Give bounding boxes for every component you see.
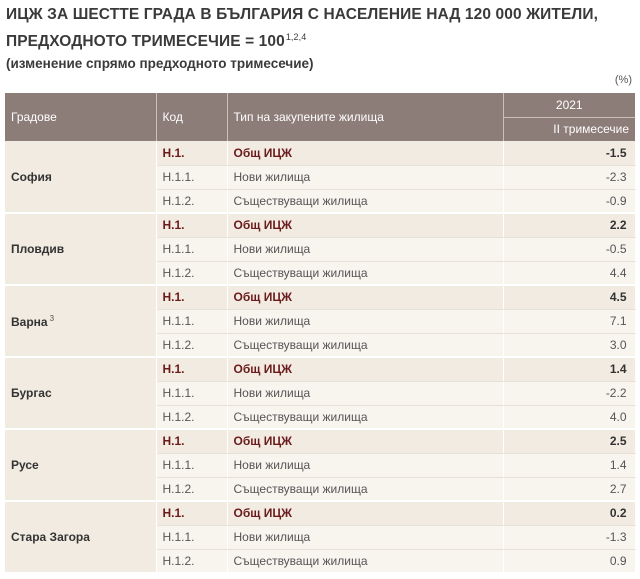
type-cell: Нови жилища xyxy=(227,525,503,549)
type-cell: Нови жилища xyxy=(227,237,503,261)
code-cell: Н.1.2. xyxy=(156,549,227,573)
code-cell: Н.1.1. xyxy=(156,309,227,333)
table-body xyxy=(5,141,635,573)
header-code: Код xyxy=(156,93,227,141)
city-cell xyxy=(5,501,156,573)
value-cell: 7.1 xyxy=(503,309,635,333)
value-cell: 4.4 xyxy=(503,261,635,285)
type-cell: Общ ИЦЖ xyxy=(227,141,503,165)
code-cell: Н.1.2. xyxy=(156,405,227,429)
code-cell: Н.1.2. xyxy=(156,477,227,501)
type-cell: Съществуващи жилища xyxy=(227,189,503,213)
value-cell: 0.9 xyxy=(503,549,635,573)
type-cell: Нови жилища xyxy=(227,453,503,477)
type-cell: Съществуващи жилища xyxy=(227,405,503,429)
type-cell: Общ ИЦЖ xyxy=(227,501,503,525)
city-cell xyxy=(5,141,156,213)
code-cell: Н.1.1. xyxy=(156,381,227,405)
code-cell: Н.1.1. xyxy=(156,525,227,549)
table-row xyxy=(5,285,635,309)
type-cell: Общ ИЦЖ xyxy=(227,213,503,237)
type-cell: Нови жилища xyxy=(227,165,503,189)
unit-label: (%) xyxy=(614,74,632,86)
city-name: София xyxy=(11,169,52,184)
city-name: Русе xyxy=(11,458,39,472)
code-cell: Н.1. xyxy=(156,357,227,381)
value-cell: 1.4 xyxy=(503,357,635,381)
value-cell: -2.3 xyxy=(503,165,635,189)
table-row xyxy=(5,213,635,237)
page-title xyxy=(6,4,634,26)
header-type: Тип на закупените жилища xyxy=(227,93,503,141)
value-cell: 4.0 xyxy=(503,405,635,429)
header-city: Градове xyxy=(5,93,156,141)
page-subtitle: (изменение спрямо предходното тримесечие) xyxy=(6,56,314,71)
city-cell xyxy=(5,357,156,429)
value-cell: 3.0 xyxy=(503,333,635,357)
value-cell: 2.5 xyxy=(503,429,635,453)
code-cell: Н.1.1. xyxy=(156,165,227,189)
type-cell: Общ ИЦЖ xyxy=(227,357,503,381)
code-cell: Н.1. xyxy=(156,141,227,165)
type-cell: Съществуващи жилища xyxy=(227,333,503,357)
type-cell: Общ ИЦЖ xyxy=(227,429,503,453)
code-cell: Н.1.2. xyxy=(156,261,227,285)
city-cell xyxy=(5,213,156,285)
value-cell: 2.2 xyxy=(503,213,635,237)
type-cell: Съществуващи жилища xyxy=(227,261,503,285)
code-cell: Н.1.2. xyxy=(156,189,227,213)
title-footnote-refs: 1,2,4 xyxy=(285,32,307,42)
city-name: Пловдив xyxy=(11,242,65,256)
city-cell xyxy=(5,429,156,501)
value-cell: 2.7 xyxy=(503,477,635,501)
type-cell: Общ ИЦЖ xyxy=(227,285,503,309)
value-cell: 1.4 xyxy=(503,453,635,477)
table-header xyxy=(5,93,635,141)
value-cell: -0.5 xyxy=(503,237,635,261)
value-cell: -0.9 xyxy=(503,189,635,213)
city-cell xyxy=(5,285,156,357)
title-block xyxy=(6,4,634,74)
table-row xyxy=(5,141,635,165)
city-name: Бургас xyxy=(11,386,52,400)
code-cell: Н.1. xyxy=(156,213,227,237)
city-name: Варна xyxy=(11,314,48,329)
code-cell: Н.1. xyxy=(156,429,227,453)
hpi-table xyxy=(5,93,636,574)
code-cell: Н.1. xyxy=(156,501,227,525)
value-cell: -1.3 xyxy=(503,525,635,549)
type-cell: Нови жилища xyxy=(227,309,503,333)
value-cell: -2.2 xyxy=(503,381,635,405)
value-cell: -1.5 xyxy=(503,141,635,165)
type-cell: Съществуващи жилища xyxy=(227,549,503,573)
city-name: Стара Загора xyxy=(11,530,90,544)
type-cell: Нови жилища xyxy=(227,381,503,405)
city-footnote: 3 xyxy=(49,313,55,323)
table-row xyxy=(5,357,635,381)
title-line-2: ПРЕДХОДНОТО ТРИМЕСЕЧИЕ = 100 xyxy=(6,33,285,50)
type-cell: Съществуващи жилища xyxy=(227,477,503,501)
page-title-line-2 xyxy=(6,26,634,53)
value-cell: 0.2 xyxy=(503,501,635,525)
value-cell: 4.5 xyxy=(503,285,635,309)
header-quarter: II тримесечие xyxy=(503,117,635,141)
table-row xyxy=(5,429,635,453)
header-year: 2021 xyxy=(503,93,635,117)
code-cell: Н.1.2. xyxy=(156,333,227,357)
code-cell: Н.1. xyxy=(156,285,227,309)
title-line-1: ИЦЖ ЗА ШЕСТТЕ ГРАДА В БЪЛГАРИЯ С НАСЕЛЕНИЕ НАД 120 000 ЖИТЕЛИ, xyxy=(6,6,599,23)
code-cell: Н.1.1. xyxy=(156,237,227,261)
table-row xyxy=(5,501,635,525)
code-cell: Н.1.1. xyxy=(156,453,227,477)
